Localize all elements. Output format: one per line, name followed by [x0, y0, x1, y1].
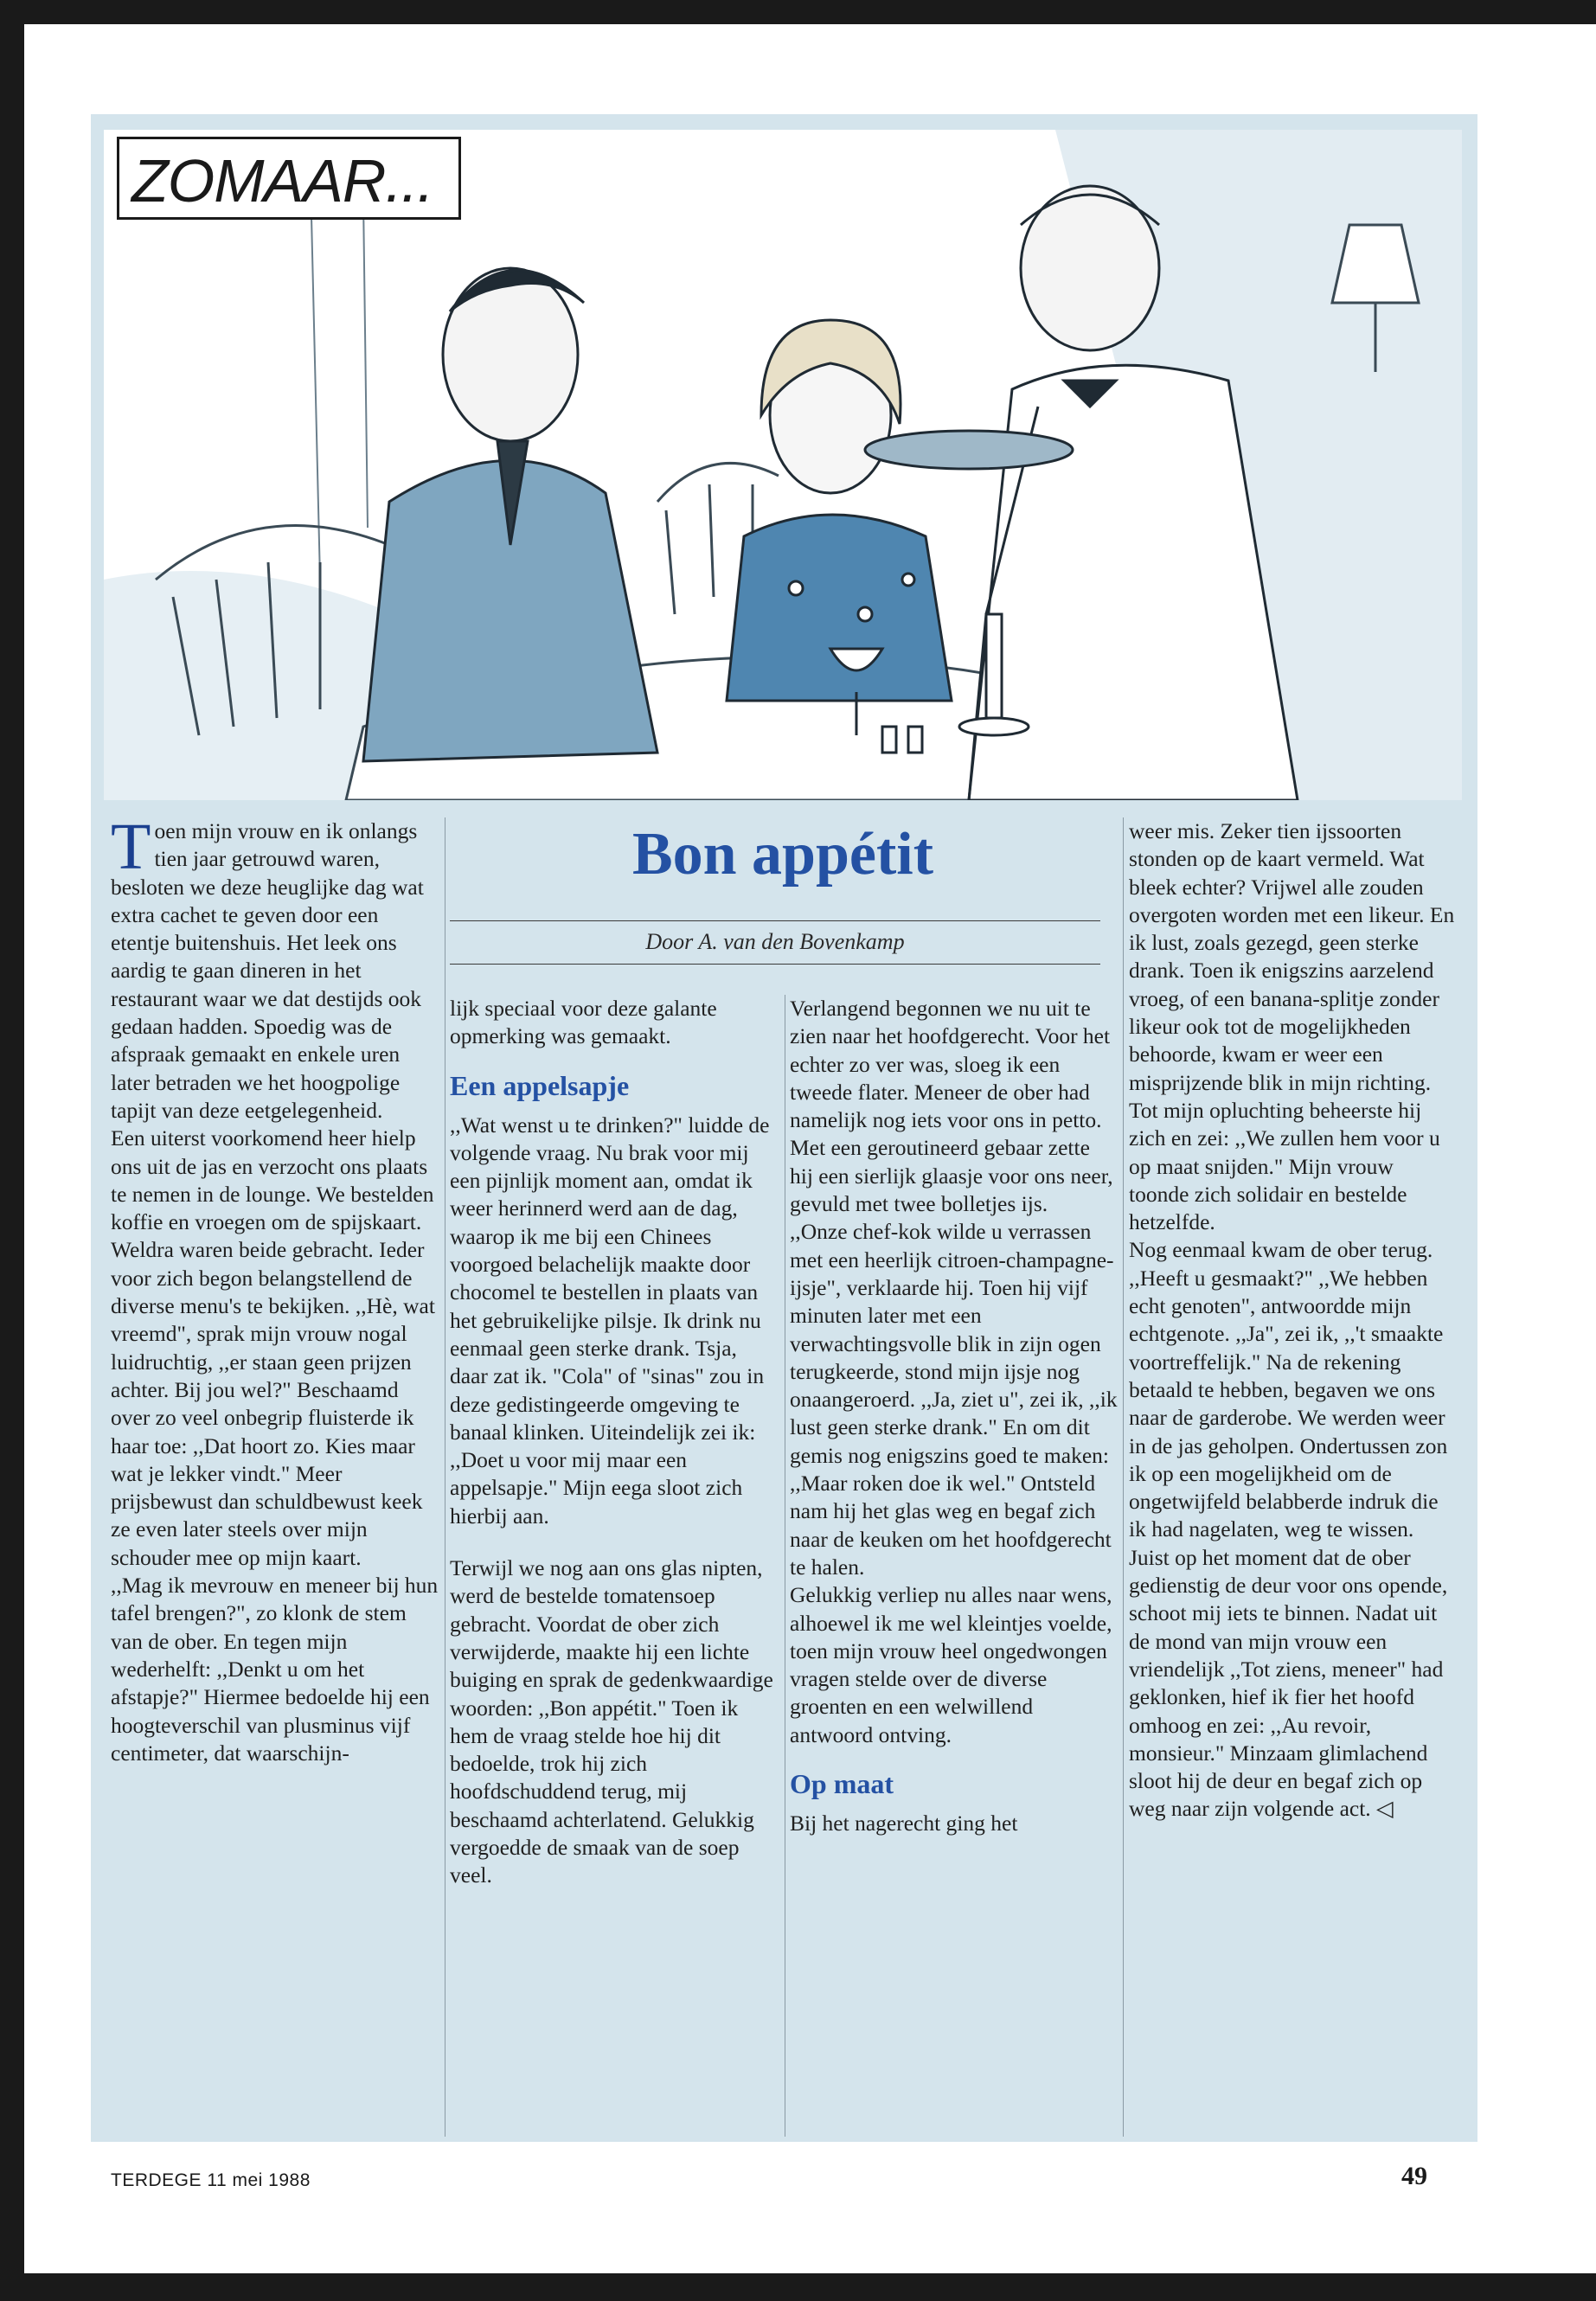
- byline: Door A. van den Bovenkamp: [645, 929, 905, 954]
- paragraph: Gelukkig verliep nu alles naar wens, alhoewel ik me wel kleintjes voelde, toen mijn vrouw heel ongedwongen vragen stelde over de diverse groenten en een welwillend antwoord ontving.: [790, 1582, 1112, 1747]
- paragraph: Verlangend begonnen we nu uit te zien naar het hoofdgerecht. Voor het echter zo ver was, sloeg ik een tweede flater. Meneer de ober had namelijk nog iets voor ons in petto. Met een geroutineerd gebaar zette hij een sierlijk glaasje voor ons neer, gevuld met twee bolletjes ijs.: [790, 996, 1113, 1217]
- paragraph: Nog eenmaal kwam de ober terug. ,,Heeft u gesmaakt?" ,,We hebben echt genoten", antwoordde mijn echtgenote. ,,Ja", zei ik, ,,'t smaakte voortreffelijk." Na de rekening betaald te hebben, begaven we ons naar de garderobe. We werden weer in de jas geholpen. Ondertussen zon ik op een mogelijkheid om de ongetwijfeld belabberde indruk die ik had nagelaten, weg te wissen. Juist op het moment dat de ober gedienstig de deur voor ons opende, schoot mij iets te binnen. Nadat uit de mond van mijn vrouw een vriendelijk ,,Tot ziens, meneer" had geklonken, hief ik fier het hoofd omhoog en zei: ,,Au revoir, monsieur." Minzaam glimlachend sloot hij de deur en begaf zich op weg naar zijn volgende act. ◁: [1129, 1237, 1448, 1822]
- paragraph: weer mis. Zeker tien ijssoorten stonden op de kaart vermeld. Wat bleek echter? Vrijwel alle zouden overgoten worden met een likeur. En ik lust, zoals gezegd, geen sterke drank. Toen ik enigszins aarzelend vroeg, of een banana-splitje zonder likeur ook tot de mogelijkheden behoorde, kwam er weer een misprijzende blik in mijn richting. Tot mijn opluchting beheerste hij zich en zei: ,,We zullen hem voor u op maat snijden." Mijn vrouw toonde zich solidair en bestelde hetzelfde.: [1129, 818, 1455, 1235]
- illustration-drawing: [104, 130, 1462, 800]
- byline-rule-bottom: [450, 964, 1100, 965]
- paragraph: Toen mijn vrouw en ik onlangs tien jaar getrouwd waren, besloten we deze heuglijke dag wat extra cachet te geven door een etentje buitenshuis. Het leek ons aardig te gaan dineren in het restaurant waar we dat destijds ook gedaan hadden. Spoedig was de afspraak gemaakt en enkele uren later betraden we het hoogpolige tapijt van deze eetgelegenheid.: [111, 811, 424, 1123]
- article-title: Bon appétit: [631, 821, 934, 888]
- paragraph: ,,Onze chef-kok wilde u verrassen met een heerlijk citroen-champagne-ijsje", verklaarde hij. Toen hij vijf minuten later met een verwachtingsvolle blik in zijn ogen terugkeerde, stond mijn ijsje nog onaangeroerd. ,,Ja, ziet u", zei ik, ,,ik lust geen sterke drank." En om dit gemis nog enigszins goed te maken: ,,Maar roken doe ik wel." Ontsteld nam hij het glas weg en begaf zich naar de keuken om het hoofdgerecht te halen.: [790, 1219, 1118, 1580]
- article-column-2: [450, 995, 779, 1890]
- scan-border-top: [0, 0, 1596, 24]
- paragraph: ,,Mag ik mevrouw en meneer bij hun tafel brengen?", zo klonk de stem van de ober. En tegen mijn wederhelft: ,,Denkt u om het afstapje?" Hiermee bedoelde hij een hoogteverschil van plusminus vijf centimeter, dat waarschijn-: [111, 1573, 439, 1766]
- paragraph: ,,Wat wenst u te drinken?" luidde de volgende vraag. Nu brak voor mij een pijnlijk moment aan, omdat ik weer herinnerd werd aan de dag, waarop ik me bij een Chinees voorgoed belachelijk maakte door chocomel te bestellen in plaats van het gebruikelijke pilsje. Ik drink nu eenmaal geen sterke drank. Tsja, daar zat ik. "Cola" of "sinas" zou in deze gedistingeerde omgeving te banaal klinken. Uiteindelijk zei ik: ,,Doet u voor mij maar een appelsapje." Mijn eega sloot zich hierbij aan.: [450, 1112, 770, 1529]
- byline-rule-top: [450, 920, 1100, 921]
- paragraph: Bij het nagerecht ging het: [790, 1811, 1018, 1836]
- paragraph: Een uiterst voorkomend heer hielp ons uit de jas en verzocht ons plaats te nemen in de lounge. We bestelden koffie en vroegen om de spijskaart. Weldra waren beide gebracht. Ieder voor zich begon belangstellend de diverse menu's te bekijken. ,,Hè, wat vreemd", sprak mijn vrouw nogal luidruchtig, ,,er staan geen prijzen achter. Bij jou wel?" Beschaamd over zo veel onbegrip fluisterde ik haar toe: ,,Dat hoort zo. Kies maar wat je lekker vindt." Meer prijsbewust dan schuldbewust keek ze even later steels over mijn schouder mee op mijn kaart.: [111, 1125, 435, 1570]
- drop-cap: T: [111, 811, 151, 883]
- subheading: Op maat: [790, 1768, 894, 1800]
- article-column-1: [111, 811, 439, 1767]
- scan-border-bottom: [0, 2273, 1596, 2301]
- column-divider: [1123, 817, 1124, 2137]
- section-tag: [117, 137, 461, 220]
- article-column-3: [790, 995, 1118, 1837]
- restaurant-illustration: [104, 130, 1462, 800]
- paragraph: Terwijl we nog aan ons glas nipten, werd de bestelde tomatensoep gebracht. Voordat de ober zich verwijderde, maakte hij een lichte buiging en sprak de gedenkwaardige woorden: ,,Bon appétit." Toen ik hem de vraag stelde hoe hij dit bedoelde, trok hij zich hoofdschuddend terug, mij beschaamd achterlatend. Gelukkig vergoedde de smaak van de soep veel.: [450, 1555, 773, 1888]
- publication-info: TERDEGE 11 mei 1988: [111, 2170, 311, 2190]
- subheading: Een appelsapje: [450, 1069, 630, 1101]
- article-column-4: [1129, 817, 1458, 1823]
- scan-border-left: [0, 0, 24, 2301]
- section-tag-text: ZOMAAR...: [131, 147, 433, 215]
- page-number: 49: [1401, 2162, 1427, 2190]
- paragraph: lijk speciaal voor deze galante opmerking was gemaakt.: [450, 996, 717, 1049]
